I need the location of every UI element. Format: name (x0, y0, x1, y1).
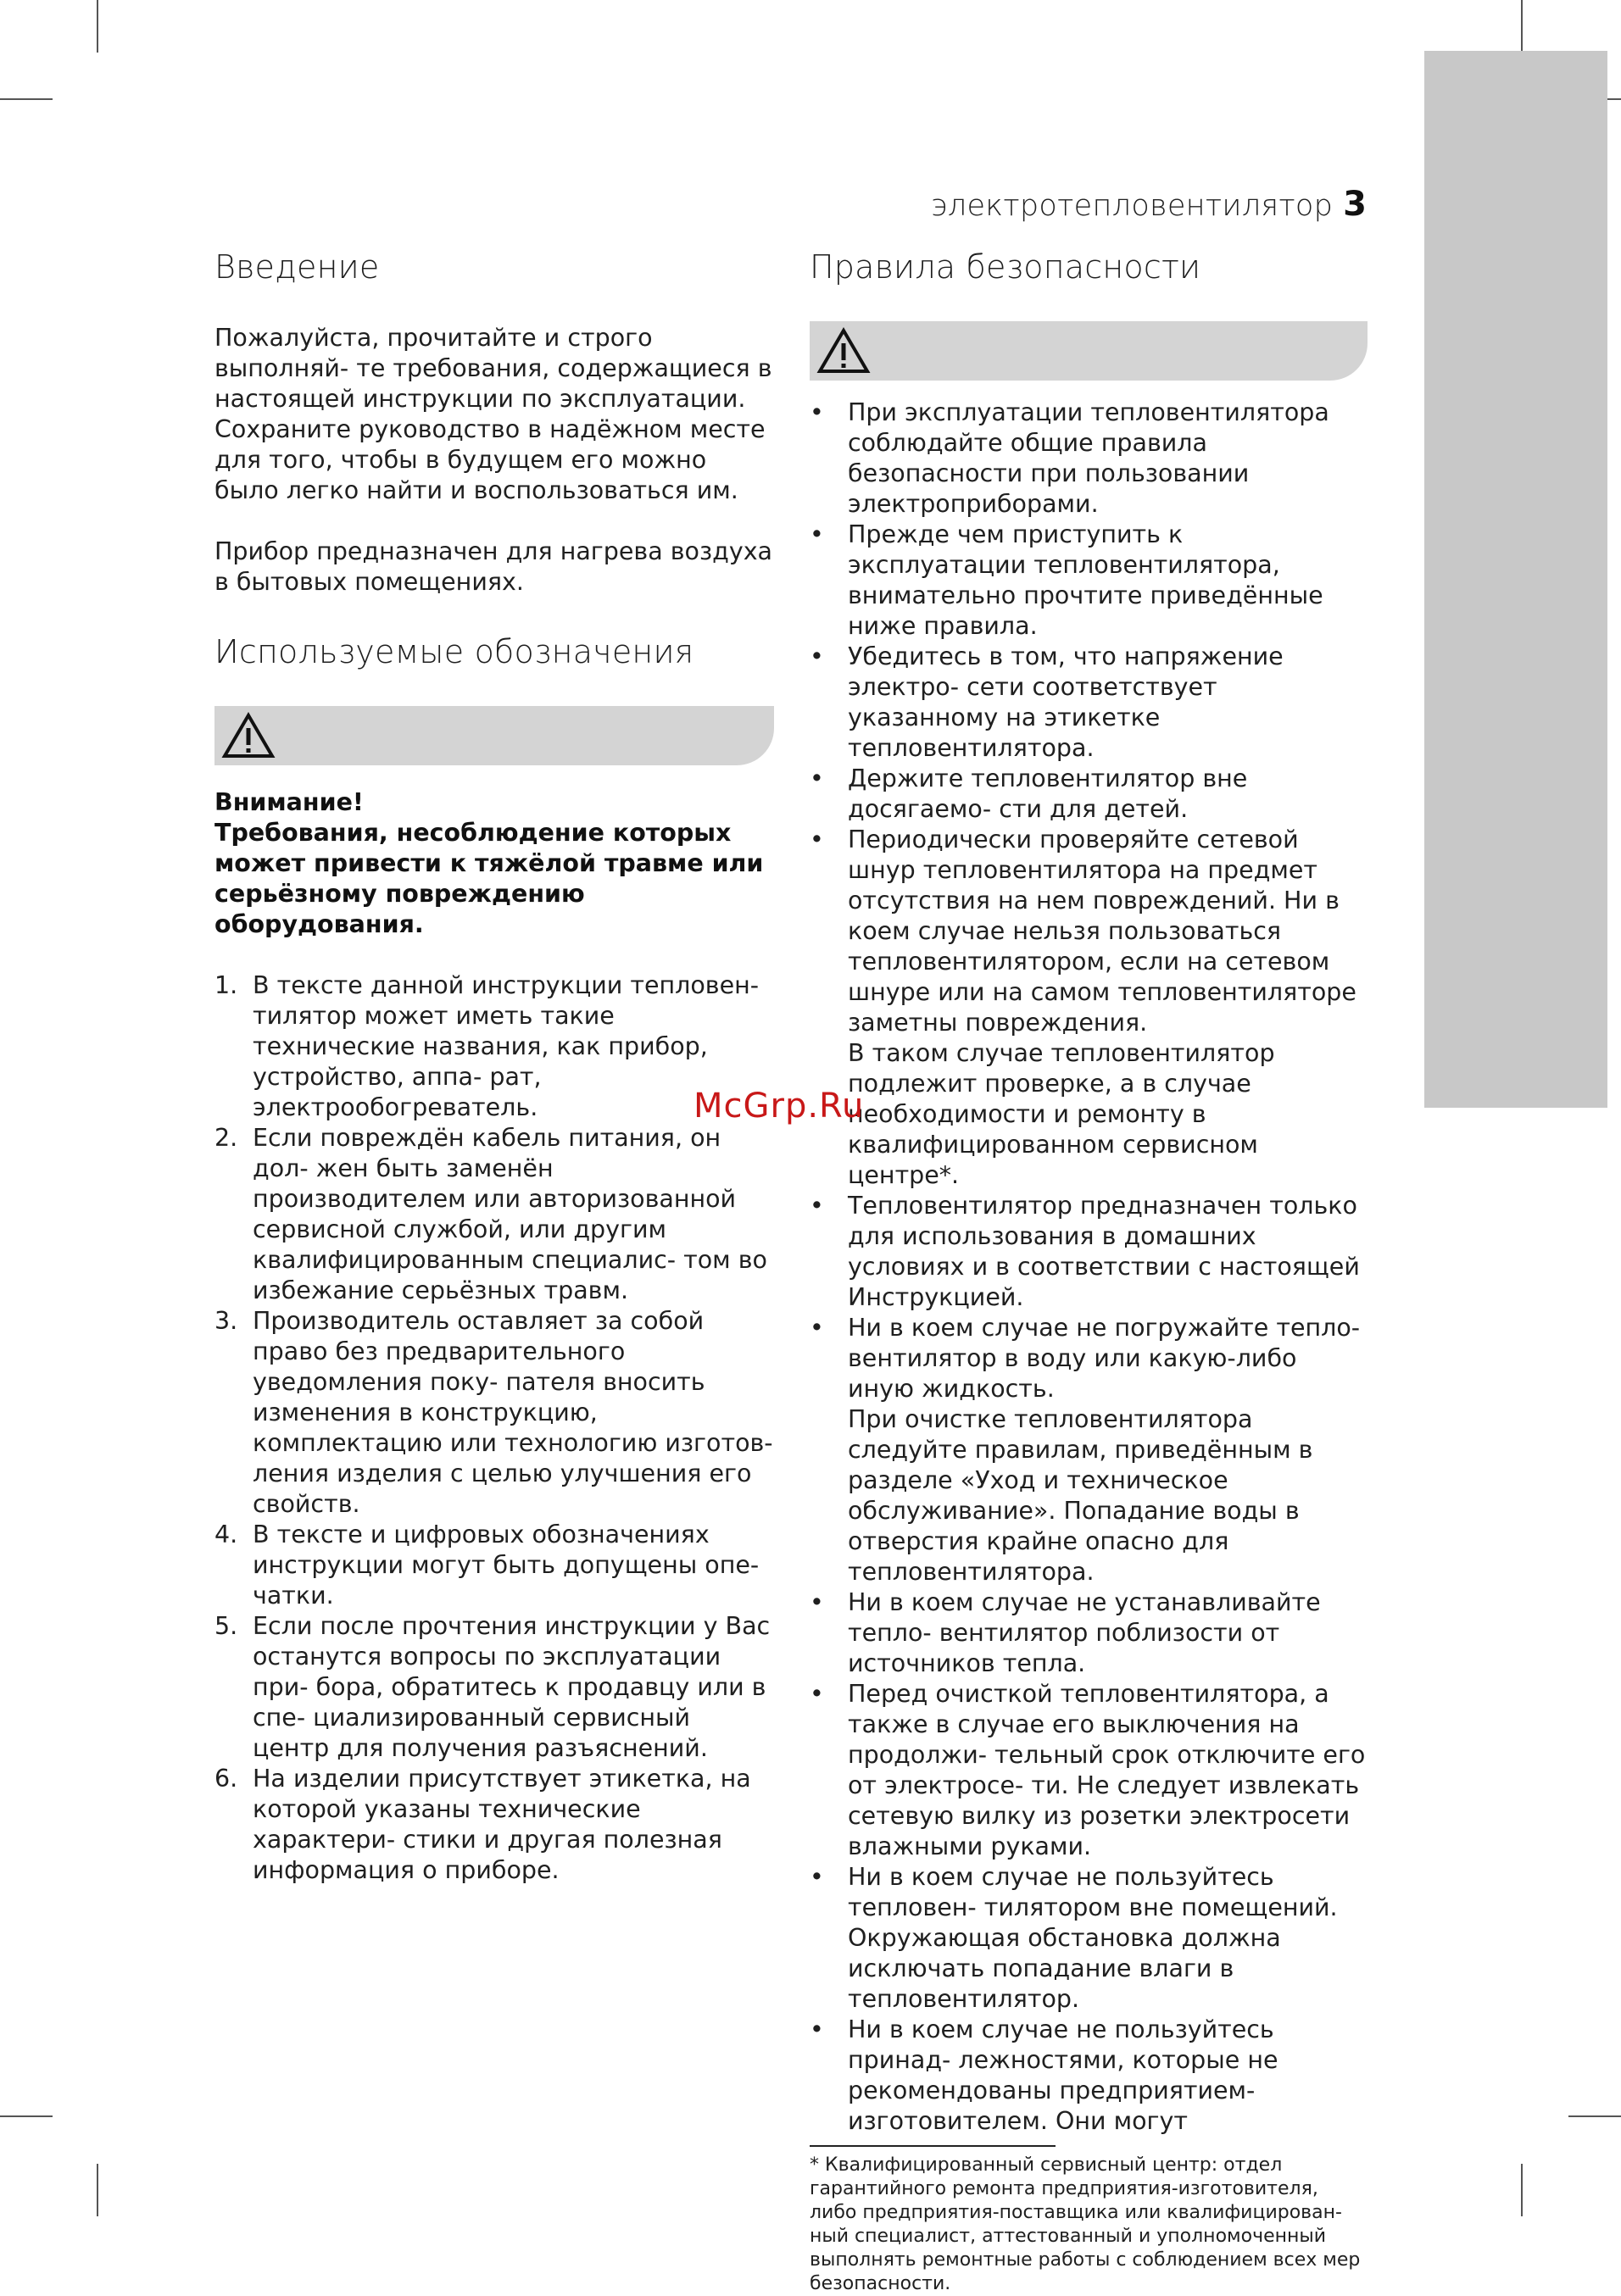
crop-mark (1568, 2115, 1621, 2117)
list-text: На изделии присутствует этикетка, на которой указаны технические характери- стики и другая полезная информация о приборе. (253, 1765, 751, 1884)
warning-bar (810, 321, 1368, 381)
list-item (214, 1764, 774, 1886)
bullet: • (810, 642, 824, 670)
list-text: В тексте и цифровых обозначениях инструкции могут быть допущены опе- чатки. (253, 1520, 760, 1609)
list-item (214, 1611, 774, 1764)
list-item (810, 1679, 1368, 1862)
watermark: McGrp.Ru (694, 1087, 865, 1126)
warning-triangle-icon (221, 712, 276, 759)
list-item (214, 1306, 774, 1520)
bullet: • (810, 2015, 824, 2043)
page-number: 3 (1343, 185, 1367, 224)
list-text: Ни в коем случае не погружайте тепло- вентилятор в воду или какую-либо иную жидкость. (848, 1314, 1361, 1403)
list-item (810, 397, 1368, 520)
list-number: 4. (214, 1520, 238, 1548)
bullet: • (810, 826, 824, 853)
list-item (810, 642, 1368, 764)
safety-list (810, 397, 1368, 2137)
bullet: • (810, 1314, 824, 1342)
warning-triangle-icon (816, 327, 871, 375)
list-number: 5. (214, 1612, 238, 1640)
intro-paragraph-2: Прибор предназначен для нагрева воздуха в бытовых помещениях. (214, 537, 773, 596)
list-item (214, 1520, 774, 1611)
list-item (810, 764, 1368, 825)
list-item (810, 1191, 1368, 1313)
list-item (214, 970, 774, 1123)
warning-bar (214, 706, 774, 765)
list-text: Производитель оставляет за собой право без предварительного уведомления поку- пателя вносить изменения в конструкцию, комплектацию или технологию изготов- ления изделия с целью улучшения его свойств. (253, 1307, 773, 1518)
intro-paragraph-1: Пожалуйста, прочитайте и строго выполняй- те требования, содержащиеся в настоящей инструкции по эксплуатации. Сохраните руководство в надёжном месте для того, чтобы в будущем его можно было легко найти и воспользоваться им. (214, 324, 772, 504)
symbols-heading: Используемые обозначения (214, 633, 694, 670)
running-title: электротепловентилятор (931, 189, 1334, 223)
list-text: Если после прочтения инструкции у Вас останутся вопросы по эксплуатации при- бора, обратитесь к продавцу или в спе- циализированный сервисный центр для получения разъяснений. (253, 1612, 771, 1762)
bullet: • (810, 398, 824, 426)
list-item (810, 1313, 1368, 1587)
list-number: 2. (214, 1124, 238, 1152)
crop-mark (0, 98, 53, 100)
crop-mark (1521, 2164, 1523, 2216)
list-text: В тексте данной инструкции тепловен- тилятор может иметь такие технические названия, как прибор, устройство, аппа- рат, электрообогреватель. (253, 971, 760, 1121)
list-text: Ни в коем случае не пользуйтесь принад- лежностями, которые не рекомендованы предприятием-изготовителем. Они могут (848, 2015, 1278, 2135)
side-thumb-tab (1424, 51, 1607, 1108)
list-item (810, 825, 1368, 1191)
list-item (810, 520, 1368, 642)
running-head (848, 185, 1367, 224)
crop-mark (1521, 0, 1523, 53)
footnote-divider (810, 2145, 1056, 2147)
intro-heading: Введение (214, 248, 380, 286)
crop-mark (97, 0, 98, 53)
bullet: • (810, 1192, 824, 1220)
list-text-continued: При очистке тепловентилятора следуйте правилам, приведённым в разделе «Уход и техническое обслуживание». Попадание воды в отверстия крайне опасно для тепловентилятора. (848, 1405, 1313, 1586)
list-text: Тепловентилятор предназначен только для использования в домашних условиях и в соответствии с настоящей Инструкцией. (848, 1192, 1360, 1311)
right-column (810, 242, 1368, 2296)
list-text: Перед очисткой тепловентилятора, а также в случае его выключения на продолжи- тельный срок отключите его от электросе- ти. Не следует извлекать сетевую вилку из розетки электросети влажными руками. (848, 1680, 1366, 1860)
footnote: * Квалифицированный сервисный центр: отдел гарантийного ремонта предприятия-изготовителя, либо предприятия-поставщика или квалифицирован- ный специалист, аттестованный и уполномоченный выполнять ремонтные работы с соблюдением всех мер безопасности. (810, 2154, 1361, 2294)
list-number: 1. (214, 971, 238, 999)
crop-mark (0, 2115, 53, 2117)
list-text: Периодически проверяйте сетевой шнур тепловентилятора на предмет отсутствия на нем повреждений. Ни в коем случае нельзя пользоваться тепловентилятором, если на сетевом шнуре или на самом тепловентиляторе заметны повреждения. (848, 826, 1356, 1037)
list-text: При эксплуатации тепловентилятора соблюдайте общие правила безопасности при пользовании электроприборами. (848, 398, 1329, 518)
list-item (810, 1587, 1368, 1679)
list-text: Прежде чем приступить к эксплуатации тепловентилятора, внимательно прочтите приведённые ниже правила. (848, 520, 1323, 640)
safety-heading: Правила безопасности (810, 248, 1201, 286)
list-text: Ни в коем случае не пользуйтесь тепловен- тилятором вне помещений. Окружающая обстановка должна исключать попадание влаги в тепловентилятор. (848, 1863, 1338, 2013)
left-column (214, 242, 774, 1886)
bullet: • (810, 764, 824, 792)
list-item (214, 1123, 774, 1306)
list-number: 6. (214, 1765, 238, 1793)
warning-title: Внимание! (214, 788, 364, 816)
list-item (810, 2015, 1368, 2137)
list-text: Если повреждён кабель питания, он дол- жен быть заменён производителем или авторизованной сервисной службой, или другим квалифицированным специалис- том во избежание серьёзных травм. (253, 1124, 767, 1304)
bullet: • (810, 520, 824, 548)
list-text: Держите тепловентилятор вне досягаемо- сти для детей. (848, 764, 1248, 823)
bullet: • (810, 1863, 824, 1891)
bullet: • (810, 1588, 824, 1616)
list-text-continued: В таком случае тепловентилятор подлежит проверке, а в случае необходимости и ремонту в квалифицированном сервисном центре*. (848, 1039, 1275, 1189)
list-number: 3. (214, 1307, 238, 1335)
list-text: Убедитесь в том, что напряжение электро- сети соответствует указанному на этикетке тепловентилятора. (848, 642, 1284, 762)
symbols-list (214, 970, 774, 1886)
list-item (810, 1862, 1368, 2015)
crop-mark (97, 2164, 98, 2216)
list-text: Ни в коем случае не устанавливайте тепло- вентилятор поблизости от источников тепла. (848, 1588, 1321, 1677)
bullet: • (810, 1680, 824, 1708)
warning-text: Требования, несоблюдение которых может привести к тяжёлой травме или серьёзному повреждению оборудования. (214, 819, 764, 938)
